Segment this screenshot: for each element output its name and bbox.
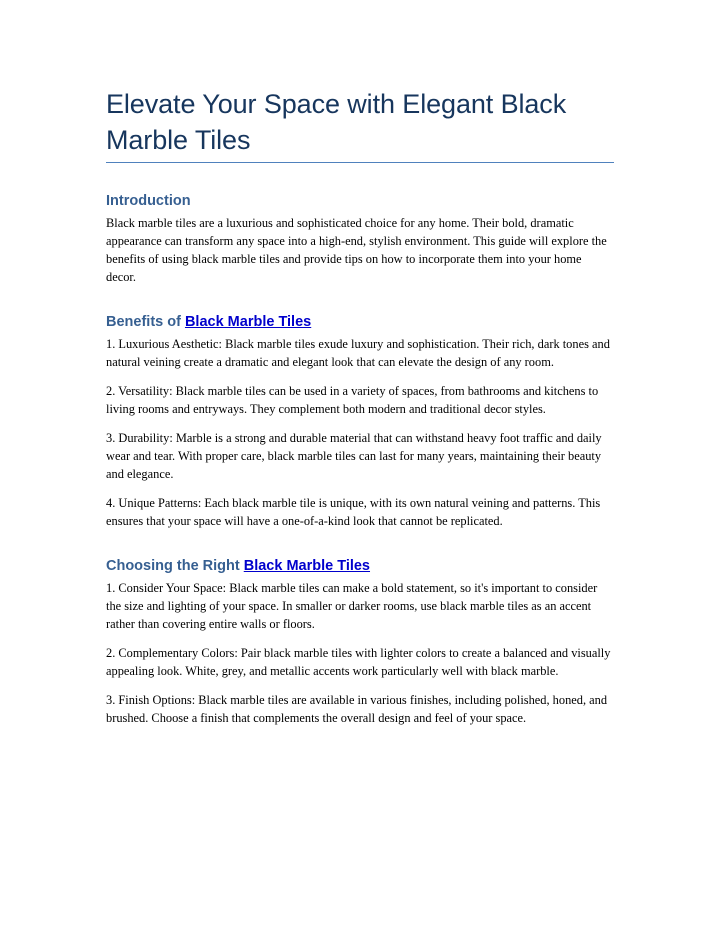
paragraph: 2. Complementary Colors: Pair black marble tiles with lighter colors to create a balanced and visually appealing look. White, grey, and metallic accents work particularly well with black marble. [106,646,611,678]
section-heading-introduction: Introduction [106,193,191,209]
paragraph: Black marble tiles are a luxurious and sophisticated choice for any home. Their bold, dramatic appearance can transform any space into a high-end, stylish environment. This guide will explore the benefits of using black marble tiles and provide tips on how to incorporate them into your home decor. [106,216,607,284]
paragraph: 1. Consider Your Space: Black marble tiles can make a bold statement, so it's important to consider the size and lighting of your space. In smaller or darker rooms, use black marble tiles as an accent rather than covering entire walls or floors. [106,581,598,631]
paragraph: 3. Finish Options: Black marble tiles are available in various finishes, including polished, honed, and brushed. Choose a finish that complements the overall design and feel of your space. [106,693,608,725]
black-marble-tiles-link[interactable]: Black Marble Tiles [184,314,312,330]
title-divider [106,162,614,163]
page-title: Elevate Your Space with Elegant Black Marble Tiles [106,89,567,155]
section-choosing [106,556,614,727]
paragraph: 1. Luxurious Aesthetic: Black marble tiles exude luxury and sophistication. Their rich, dark tones and natural veining create a dramatic and elegant look that can elevate the design of any room. [106,337,610,369]
document-page [106,86,614,753]
paragraph: 3. Durability: Marble is a strong and durable material that can withstand heavy foot traffic and daily wear and tear. With proper care, black marble tiles can last for many years, maintaining their beauty and elegance. [106,431,602,481]
section-benefits [106,312,614,530]
heading-prefix: Benefits of [106,314,185,330]
section-heading-choosing [106,556,614,576]
black-marble-tiles-link[interactable]: Black Marble Tiles [243,558,371,574]
paragraph: 4. Unique Patterns: Each black marble tile is unique, with its own natural veining and patterns. This ensures that your space will have a one-of-a-kind look that cannot be replicated. [106,496,601,528]
heading-prefix: Choosing the Right [106,558,244,574]
paragraph: 2. Versatility: Black marble tiles can be used in a variety of spaces, from bathrooms and kitchens to living rooms and entryways. They complement both modern and traditional decor styles. [106,384,599,416]
section-introduction [106,191,614,286]
section-heading-benefits [106,312,614,332]
